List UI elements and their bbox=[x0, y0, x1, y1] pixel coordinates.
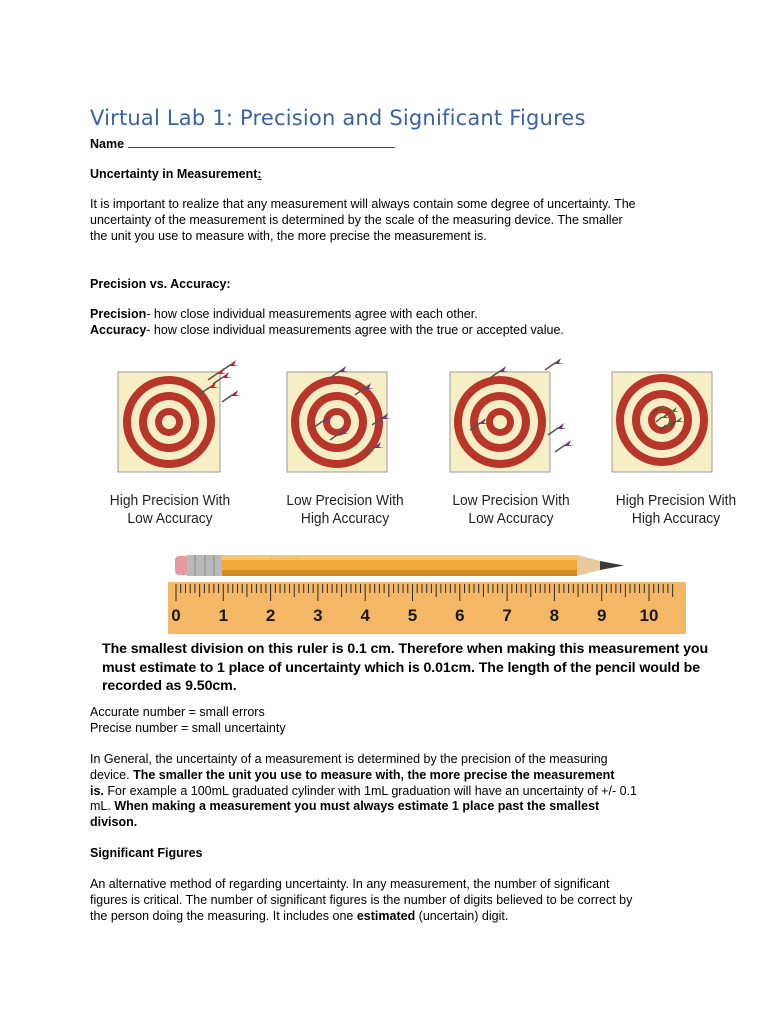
ruler-number: 9 bbox=[596, 606, 607, 625]
target-caption-4-line1: High Precision With bbox=[615, 492, 737, 509]
precision-definition bbox=[90, 307, 730, 323]
precise-line: Precise number = small uncertainty bbox=[90, 720, 286, 735]
target-4-high-precision-high-accuracy bbox=[612, 372, 712, 472]
target-2-low-precision-high-accuracy bbox=[287, 366, 391, 472]
ruler-number: 8 bbox=[549, 606, 560, 625]
uncertainty-paragraph bbox=[90, 197, 730, 244]
ruler-note-line-1: The smallest division on this ruler is 0.1 cm. Therefore when making this measurement you bbox=[102, 641, 709, 657]
sigfig-heading-text: Significant Figures bbox=[90, 846, 203, 860]
definitions bbox=[90, 307, 730, 339]
general-line-2-bold: The smaller the unit you use to measure with, the more precise the measurement bbox=[133, 767, 615, 782]
target-caption-1-line2: Low Accuracy bbox=[127, 510, 213, 527]
accurate-precise-lines bbox=[90, 705, 286, 737]
ruler-number: 4 bbox=[360, 606, 370, 625]
general-line-2 bbox=[90, 768, 730, 784]
general-paragraph bbox=[90, 752, 730, 831]
ruler-note-line-2: must estimate to 1 place of uncertainty which is 0.01cm. The length of the pencil would be bbox=[102, 659, 701, 676]
sigfig-line-3-plain: the person doing the measuring. It includes one bbox=[90, 908, 357, 923]
target-3-low-precision-low-accuracy bbox=[450, 358, 574, 472]
uncertainty-heading-text: Uncertainty in Measurement bbox=[90, 167, 258, 181]
targets-figure bbox=[0, 350, 768, 490]
target-caption-3 bbox=[447, 492, 576, 528]
general-line-4-plain: mL. bbox=[90, 799, 115, 814]
uncertainty-heading bbox=[90, 167, 262, 183]
sigfig-line-3-bold: estimated bbox=[356, 908, 416, 923]
sigfig-paragraph bbox=[90, 877, 730, 924]
target-caption-2-line1: Low Precision With bbox=[286, 492, 404, 509]
sigfig-line-2: figures is critical. The number of significant figures is the number of digits believed to be correct by bbox=[90, 892, 633, 907]
general-line-2-plain: device. bbox=[90, 767, 134, 782]
target-caption-3-line1: Low Precision With bbox=[452, 492, 570, 509]
precision-def-text: - how close individual measurements agree with each other. bbox=[146, 307, 478, 321]
name-field-row bbox=[90, 136, 395, 153]
svg-text:· · · · · · · · ·: · · · · · · · · · bbox=[270, 556, 298, 562]
target-caption-2 bbox=[281, 492, 410, 528]
general-line-3-bold: is. bbox=[90, 783, 104, 798]
name-label: Name bbox=[90, 137, 125, 151]
general-line-5-bold: divison. bbox=[90, 815, 138, 830]
page-title: Virtual Lab 1: Precision and Significant Figures bbox=[90, 106, 586, 130]
pencil-ruler-figure bbox=[0, 545, 768, 637]
accuracy-definition bbox=[90, 323, 730, 339]
sigfig-line-1: An alternative method of regarding uncertainty. In any measurement, the number of significant bbox=[90, 877, 610, 891]
precision-heading-text: Precision vs. Accuracy: bbox=[90, 277, 231, 291]
target-1-high-precision-low-accuracy bbox=[118, 360, 241, 472]
target-caption-3-line2: Low Accuracy bbox=[468, 510, 554, 527]
general-line-1: In General, the uncertainty of a measurement is determined by the precision of the measuring bbox=[90, 752, 608, 766]
ruler-number: 0 bbox=[171, 606, 181, 625]
ruler-number: 2 bbox=[265, 606, 276, 625]
general-line-3-plain: For example a 100mL graduated cylinder with 1mL graduation will have an uncertainty of +/- 0.1 bbox=[103, 783, 637, 798]
sigfig-line-3-end: (uncertain) digit. bbox=[415, 908, 509, 923]
ruler-number: 5 bbox=[407, 606, 418, 625]
sigfig-line-3 bbox=[90, 909, 730, 925]
general-line-3 bbox=[90, 784, 730, 800]
ruler-note bbox=[102, 640, 762, 696]
uncertainty-line-2: uncertainty of the measurement is determined by the scale of the measuring device. The smaller bbox=[90, 212, 623, 227]
sigfig-heading bbox=[90, 846, 203, 862]
ruler-number: 7 bbox=[502, 606, 512, 625]
target-caption-4-line2: High Accuracy bbox=[631, 510, 721, 527]
target-caption-4 bbox=[612, 492, 741, 528]
ruler-number: 1 bbox=[218, 606, 229, 625]
target-caption-1-line1: High Precision With bbox=[109, 492, 231, 509]
ruler-number: 10 bbox=[639, 606, 659, 625]
ruler-number: 6 bbox=[455, 606, 465, 625]
precision-term: Precision bbox=[90, 307, 147, 321]
target-caption-2-line2: High Accuracy bbox=[300, 510, 390, 527]
ruler-note-line-3: recorded as 9.50cm. bbox=[102, 678, 237, 694]
general-line-5 bbox=[90, 815, 730, 831]
ruler-image bbox=[168, 582, 686, 634]
accurate-line: Accurate number = small errors bbox=[90, 705, 265, 719]
general-line-4-bold: When making a measurement you must always estimate 1 place past the smallest bbox=[114, 799, 600, 814]
ruler-number: 3 bbox=[313, 606, 323, 625]
precision-heading bbox=[90, 277, 231, 293]
uncertainty-heading-colon: : bbox=[257, 167, 262, 181]
pencil-image bbox=[175, 555, 624, 576]
target-caption-1 bbox=[106, 492, 235, 528]
uncertainty-line-3: the unit you use to measure with, the more precise the measurement is. bbox=[90, 228, 487, 243]
name-blank-line bbox=[128, 136, 395, 148]
uncertainty-line-1: It is important to realize that any measurement will always contain some degree of uncertainty. The bbox=[90, 197, 636, 211]
accuracy-term: Accuracy bbox=[90, 322, 147, 337]
general-line-4 bbox=[90, 799, 730, 815]
accuracy-def-text: - how close individual measurements agree with the true or accepted value. bbox=[146, 322, 564, 337]
